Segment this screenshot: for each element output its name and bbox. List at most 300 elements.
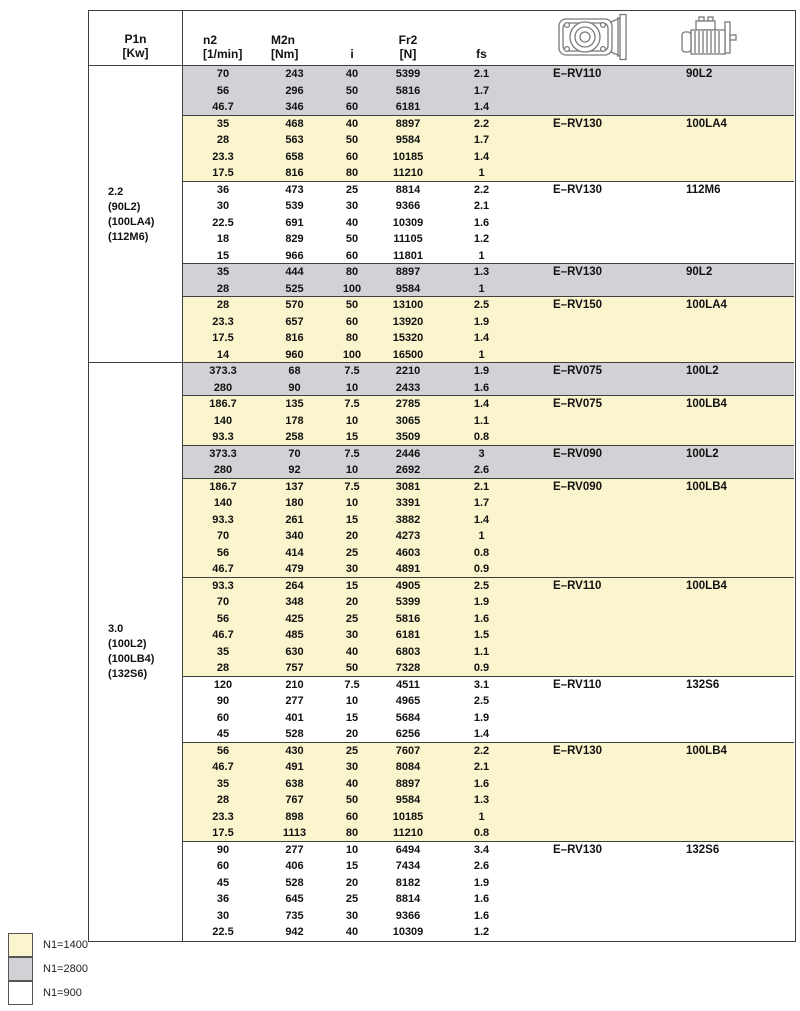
cell-n2: 186.7	[209, 398, 237, 411]
cell-m2n: 277	[285, 843, 304, 856]
cell-fr2: 13100	[392, 299, 424, 312]
cell-i: 40	[345, 777, 359, 790]
motor-model: 90L2	[686, 266, 713, 279]
motor-model: 100LB4	[686, 398, 727, 411]
row-group	[183, 363, 794, 396]
cell-fr2: 7607	[395, 744, 421, 757]
cell-n2: 35	[216, 645, 230, 658]
cell-m2n: 525	[285, 282, 304, 295]
cell-fr2: 11105	[393, 233, 423, 246]
table-row	[183, 83, 794, 100]
table-row	[183, 495, 794, 512]
legend-label: N1=1400	[43, 939, 88, 951]
cell-n2: 28	[216, 299, 230, 312]
table-row	[183, 99, 794, 116]
table-row	[183, 825, 794, 842]
cell-m2n: 258	[285, 431, 304, 444]
cell-n2: 22.5	[212, 926, 234, 939]
cell-fr2: 8182	[395, 876, 421, 889]
cell-m2n: 90	[288, 381, 301, 394]
cell-i: 60	[345, 101, 359, 114]
col-header-unit: [Nm]	[271, 47, 299, 61]
row-group	[183, 743, 794, 842]
table-row	[183, 231, 794, 248]
cell-i: 40	[345, 117, 359, 130]
motor-model: 100LA4	[686, 117, 727, 130]
gearbox-model: E–RV130	[553, 266, 603, 279]
cell-n2: 28	[216, 662, 230, 675]
col-header-m2n	[263, 11, 326, 65]
legend-item	[8, 957, 88, 981]
cell-m2n: 767	[285, 794, 304, 807]
cell-n2: 30	[216, 200, 230, 213]
cell-fr2: 6803	[395, 645, 421, 658]
cell-m2n: 340	[285, 530, 304, 543]
table-header-row	[183, 11, 794, 66]
row-group	[183, 578, 794, 677]
cell-fs: 2.1	[473, 480, 490, 493]
cell-m2n: 414	[285, 546, 304, 559]
cell-fr2: 16500	[392, 348, 424, 361]
table-row	[183, 446, 794, 463]
row-group	[183, 182, 794, 265]
col-header-label: n2	[203, 33, 218, 47]
table-row	[183, 875, 794, 892]
cell-n2: 56	[216, 612, 230, 625]
cell-fr2: 15320	[392, 332, 424, 345]
col-header-fs	[438, 11, 525, 65]
cell-m2n: 735	[285, 909, 304, 922]
cell-fs: 2.6	[473, 464, 490, 477]
cell-fr2: 13920	[392, 315, 424, 328]
table-row	[183, 776, 794, 793]
cell-fs: 1.6	[473, 381, 490, 394]
cell-n2: 35	[216, 266, 230, 279]
p1n-column-header	[89, 11, 182, 66]
legend-label: N1=2800	[43, 963, 88, 975]
row-group	[183, 479, 794, 578]
cell-fs: 1	[478, 810, 485, 823]
cell-m2n: 346	[285, 101, 304, 114]
cell-n2: 90	[216, 843, 230, 856]
gearbox-model: E–RV130	[553, 183, 603, 196]
cell-fs: 1.7	[473, 497, 490, 510]
cell-fr2: 10185	[392, 150, 424, 163]
cell-n2: 35	[216, 117, 230, 130]
cell-fr2: 5684	[395, 711, 421, 724]
cell-m2n: 210	[285, 678, 304, 691]
cell-fs: 1.4	[473, 513, 490, 526]
cell-m2n: 70	[288, 447, 301, 460]
cell-i: 10	[345, 497, 359, 510]
cell-n2: 90	[216, 695, 230, 708]
cell-fr2: 9584	[395, 794, 421, 807]
cell-fs: 1.7	[473, 84, 490, 97]
cell-m2n: 563	[285, 134, 304, 147]
cell-m2n: 137	[285, 480, 304, 493]
cell-n2: 28	[216, 794, 230, 807]
table-row	[183, 644, 794, 661]
cell-i: 60	[345, 810, 359, 823]
cell-fs: 2.5	[473, 695, 490, 708]
cell-fr2: 11210	[393, 827, 423, 840]
col-header-label: i	[350, 47, 354, 61]
cell-fs: 1.6	[473, 612, 490, 625]
cell-m2n: 528	[285, 728, 304, 741]
cell-fs: 3	[478, 447, 485, 460]
table-row	[183, 545, 794, 562]
table-row	[183, 248, 794, 265]
cell-n2: 70	[216, 596, 230, 609]
row-group	[183, 446, 794, 479]
gearbox-model: E–RV130	[553, 843, 603, 856]
cell-fr2: 3391	[395, 497, 421, 510]
cell-fr2: 8897	[395, 117, 421, 130]
cell-i: 80	[345, 266, 359, 279]
table-row	[183, 512, 794, 529]
cell-i: 10	[345, 464, 359, 477]
motor-model: 112M6	[686, 183, 721, 196]
cell-fr2: 4965	[395, 695, 421, 708]
cell-fs: 1.9	[473, 365, 490, 378]
table-row	[183, 281, 794, 298]
row-group	[183, 677, 794, 743]
table-row	[183, 726, 794, 743]
cell-m2n: 539	[285, 200, 304, 213]
cell-m2n: 473	[285, 183, 304, 196]
cell-m2n: 468	[285, 117, 304, 130]
cell-n2: 15	[216, 249, 230, 262]
cell-i: 50	[345, 134, 359, 147]
cell-fr2: 9366	[395, 909, 421, 922]
legend-item	[8, 981, 88, 1005]
cell-fs: 2.5	[473, 579, 490, 592]
table-row	[183, 528, 794, 545]
table-row	[183, 132, 794, 149]
cell-n2: 186.7	[209, 480, 237, 493]
cell-fs: 2.1	[473, 68, 490, 81]
cell-fr2: 6494	[395, 843, 421, 856]
legend-swatch-yellow	[8, 933, 33, 957]
cell-m2n: 645	[285, 893, 304, 906]
cell-fr2: 2210	[395, 365, 421, 378]
cell-fs: 2.1	[473, 200, 490, 213]
cell-m2n: 898	[285, 810, 304, 823]
cell-m2n: 444	[285, 266, 304, 279]
cell-fs: 1.4	[473, 101, 490, 114]
cell-m2n: 942	[285, 926, 304, 939]
col-header-fr2	[378, 11, 438, 65]
cell-fs: 2.5	[473, 299, 490, 312]
cell-n2: 23.3	[212, 150, 234, 163]
cell-m2n: 829	[285, 233, 304, 246]
cell-i: 50	[345, 299, 359, 312]
table-row	[183, 809, 794, 826]
cell-n2: 93.3	[212, 431, 234, 444]
gearbox-model: E–RV110	[553, 678, 602, 691]
cell-fs: 0.8	[473, 546, 490, 559]
table-row	[183, 149, 794, 166]
cell-m2n: 1113	[282, 827, 307, 840]
cell-i: 30	[345, 563, 359, 576]
cell-n2: 36	[216, 893, 230, 906]
cell-fr2: 3882	[395, 513, 421, 526]
cell-fs: 1.2	[473, 926, 490, 939]
cell-fr2: 9584	[395, 282, 421, 295]
cell-m2n: 68	[288, 365, 301, 378]
cell-i: 25	[345, 893, 359, 906]
cell-i: 40	[345, 926, 359, 939]
gearbox-model: E–RV130	[553, 744, 603, 757]
motor-model: 132S6	[686, 678, 720, 691]
cell-m2n: 406	[285, 860, 304, 873]
gearbox-model: E–RV110	[553, 579, 602, 592]
cell-m2n: 261	[285, 513, 304, 526]
cell-m2n: 479	[285, 563, 304, 576]
cell-fs: 0.8	[473, 431, 490, 444]
cell-fs: 1.9	[473, 711, 490, 724]
table-row	[183, 198, 794, 215]
cell-i: 20	[345, 728, 359, 741]
cell-n2: 18	[216, 233, 230, 246]
cell-n2: 373.3	[209, 447, 237, 460]
worm-gearbox-icon	[525, 11, 663, 65]
table-body	[183, 66, 794, 941]
cell-i: 60	[345, 150, 359, 163]
cell-fs: 1.4	[473, 332, 490, 345]
row-group	[183, 116, 794, 182]
cell-fs: 2.2	[473, 183, 490, 196]
cell-n2: 22.5	[212, 216, 234, 229]
cell-i: 50	[345, 794, 359, 807]
table-row	[183, 215, 794, 232]
cell-m2n: 658	[285, 150, 304, 163]
table-row	[183, 924, 794, 941]
table-row	[183, 314, 794, 331]
legend	[8, 933, 88, 1005]
cell-m2n: 960	[285, 348, 304, 361]
gearbox-model: E–RV130	[553, 117, 603, 130]
cell-m2n: 277	[285, 695, 304, 708]
table-row	[183, 116, 794, 133]
table-row	[183, 297, 794, 314]
cell-fs: 1.6	[473, 216, 490, 229]
gearbox-model: E–RV075	[553, 365, 603, 378]
cell-n2: 45	[216, 728, 230, 741]
cell-n2: 60	[216, 860, 230, 873]
cell-i: 15	[345, 711, 359, 724]
cell-n2: 36	[216, 183, 230, 196]
cell-i: 30	[345, 629, 359, 642]
cell-i: 30	[345, 761, 359, 774]
cell-fr2: 3509	[395, 431, 421, 444]
cell-fs: 1	[478, 348, 485, 361]
p1n-header-line2: [Kw]	[122, 46, 149, 60]
cell-n2: 23.3	[212, 810, 234, 823]
table-row	[183, 759, 794, 776]
cell-n2: 17.5	[212, 167, 234, 180]
table-row	[183, 561, 794, 578]
cell-m2n: 757	[285, 662, 304, 675]
legend-swatch-gray	[8, 957, 33, 981]
cell-i: 7.5	[344, 365, 360, 378]
col-header-unit: [1/min]	[203, 47, 243, 61]
cell-n2: 46.7	[212, 101, 234, 114]
table-row	[183, 611, 794, 628]
cell-fr2: 5816	[395, 612, 421, 625]
cell-fs: 0.9	[473, 662, 490, 675]
cell-m2n: 816	[285, 167, 304, 180]
cell-n2: 46.7	[212, 629, 234, 642]
cell-fr2: 2785	[395, 398, 421, 411]
motor-model: 100L2	[686, 365, 719, 378]
cell-i: 40	[345, 645, 359, 658]
p1n-label-line: (100L2)	[108, 637, 147, 650]
table-row	[183, 363, 794, 380]
cell-fs: 3.4	[473, 843, 490, 856]
cell-m2n: 570	[285, 299, 304, 312]
gearbox-model: E–RV090	[553, 480, 603, 493]
legend-item	[8, 933, 88, 957]
cell-fs: 1	[478, 249, 485, 262]
cell-n2: 120	[213, 678, 233, 691]
cell-i: 60	[345, 315, 359, 328]
cell-m2n: 816	[285, 332, 304, 345]
data-columns	[183, 11, 794, 941]
row-group	[183, 842, 794, 941]
cell-n2: 56	[216, 744, 230, 757]
cell-fr2: 4905	[395, 579, 421, 592]
cell-i: 25	[345, 612, 359, 625]
cell-i: 50	[345, 233, 359, 246]
cell-n2: 17.5	[212, 332, 234, 345]
cell-fs: 3.1	[473, 678, 490, 691]
cell-fs: 1	[478, 167, 485, 180]
cell-i: 40	[345, 216, 359, 229]
cell-i: 25	[345, 744, 359, 757]
cell-m2n: 638	[285, 777, 304, 790]
cell-fs: 1.5	[473, 629, 490, 642]
cell-fr2: 3065	[395, 414, 421, 427]
table-row	[183, 462, 794, 479]
row-group	[183, 264, 794, 297]
motor-model: 100LB4	[686, 579, 727, 592]
cell-i: 100	[342, 282, 362, 295]
cell-n2: 93.3	[212, 513, 234, 526]
cell-m2n: 430	[285, 744, 304, 757]
cell-n2: 140	[213, 414, 233, 427]
table-row	[183, 693, 794, 710]
cell-n2: 14	[216, 348, 230, 361]
cell-fs: 1.9	[473, 876, 490, 889]
cell-i: 7.5	[344, 398, 360, 411]
table-row	[183, 908, 794, 925]
cell-fr2: 4273	[395, 530, 421, 543]
cell-i: 15	[345, 513, 359, 526]
cell-n2: 373.3	[209, 365, 237, 378]
cell-i: 15	[345, 579, 359, 592]
table-row	[183, 264, 794, 281]
cell-fs: 1.3	[473, 266, 490, 279]
cell-m2n: 485	[285, 629, 304, 642]
table-row	[183, 578, 794, 595]
cell-i: 80	[345, 332, 359, 345]
cell-i: 20	[345, 530, 359, 543]
p1n-label-line: 3.0	[108, 622, 124, 635]
cell-fs: 1.9	[473, 596, 490, 609]
cell-m2n: 92	[288, 464, 301, 477]
cell-m2n: 296	[285, 84, 304, 97]
row-group	[183, 66, 794, 116]
cell-i: 50	[345, 662, 359, 675]
row-group	[183, 396, 794, 446]
motor-model: 100LA4	[686, 299, 727, 312]
cell-fr2: 10185	[392, 810, 424, 823]
cell-i: 10	[345, 381, 359, 394]
cell-i: 7.5	[344, 678, 360, 691]
cell-n2: 280	[213, 381, 233, 394]
gearbox-model: E–RV150	[553, 299, 603, 312]
cell-fr2: 5399	[395, 596, 421, 609]
table-row	[183, 429, 794, 446]
cell-n2: 45	[216, 876, 230, 889]
cell-n2: 28	[216, 134, 230, 147]
cell-fr2: 4511	[396, 678, 420, 691]
cell-n2: 17.5	[212, 827, 234, 840]
electric-motor-icon	[663, 11, 794, 65]
cell-fr2: 4891	[395, 563, 421, 576]
cell-i: 100	[342, 348, 362, 361]
table-row	[183, 627, 794, 644]
cell-m2n: 691	[285, 216, 304, 229]
cell-m2n: 243	[285, 68, 304, 81]
cell-i: 15	[345, 860, 359, 873]
cell-fs: 1.6	[473, 777, 490, 790]
cell-fs: 1.4	[473, 728, 490, 741]
cell-i: 25	[345, 546, 359, 559]
p1n-label-line: (100LA4)	[108, 215, 155, 228]
cell-fr2: 6181	[395, 629, 421, 642]
cell-fr2: 2433	[395, 381, 421, 394]
cell-fr2: 2446	[395, 447, 421, 460]
cell-fr2: 9584	[395, 134, 421, 147]
cell-n2: 140	[213, 497, 233, 510]
cell-i: 7.5	[344, 480, 360, 493]
cell-n2: 93.3	[212, 579, 234, 592]
cell-fs: 1.7	[473, 134, 490, 147]
cell-fr2: 9366	[395, 200, 421, 213]
cell-fs: 2.2	[473, 744, 490, 757]
cell-m2n: 264	[285, 579, 304, 592]
col-header-unit: [N]	[399, 47, 417, 61]
cell-i: 50	[345, 84, 359, 97]
cell-m2n: 180	[285, 497, 304, 510]
cell-fs: 1.6	[473, 909, 490, 922]
legend-label: N1=900	[43, 987, 82, 999]
cell-i: 30	[345, 200, 359, 213]
table-row	[183, 677, 794, 694]
cell-fs: 1.4	[473, 150, 490, 163]
table-row	[183, 413, 794, 430]
cell-i: 10	[345, 414, 359, 427]
cell-fs: 1.4	[473, 398, 490, 411]
table-row	[183, 891, 794, 908]
table-row	[183, 743, 794, 760]
cell-fr2: 8897	[395, 777, 421, 790]
table-row	[183, 710, 794, 727]
gearbox-model: E–RV110	[553, 68, 602, 81]
motor-model: 100LB4	[686, 744, 727, 757]
